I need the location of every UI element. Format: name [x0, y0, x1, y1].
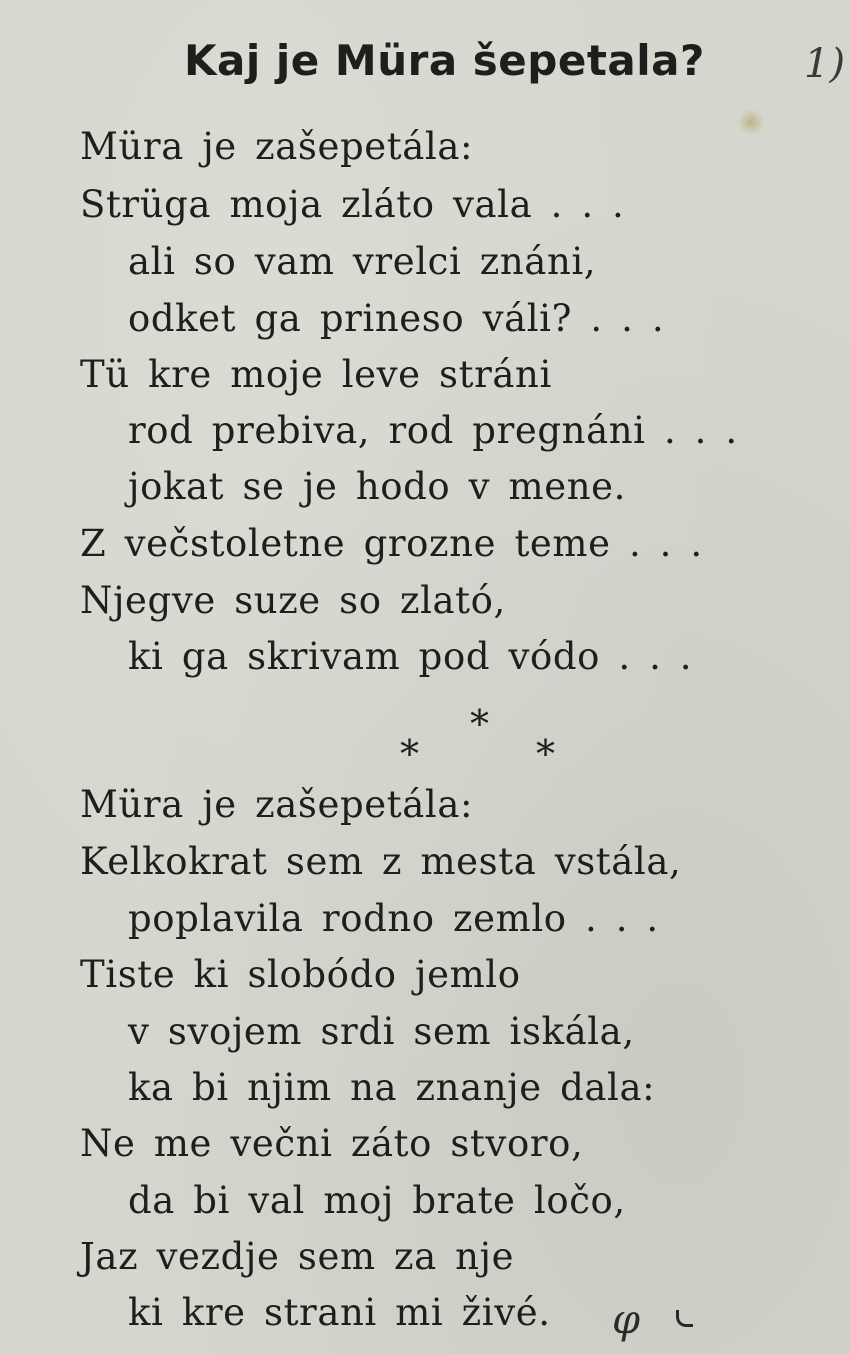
stanza2-line-1: Müra je zašepetála: [80, 783, 474, 826]
stanza1-line-6: rod prebiva, rod pregnáni . . . [128, 409, 738, 452]
stanza2-line-4: Tiste ki slobódo jemlo [80, 953, 521, 996]
stanza1-line-10: ki ga skrivam pod vódo . . . [128, 635, 693, 678]
stanza2-line-9: Jaz vezdje sem za nje [80, 1235, 515, 1278]
paper-stain [738, 108, 764, 136]
handwritten-mark-icon: φ [612, 1297, 641, 1343]
handwritten-stroke-icon [676, 1310, 693, 1327]
stanza1-line-5: Tü kre moje leve stráni [80, 353, 552, 396]
stanza1-line-8: Z večstoletne grozne teme . . . [80, 522, 703, 565]
stanza1-line-9: Njegve suze so zlató, [80, 579, 506, 622]
stanza2-line-7: Ne me večni záto stvoro, [80, 1122, 584, 1165]
stanza2-line-2: Kelkokrat sem z mesta vstála, [80, 840, 682, 883]
divider-asterisk-top: * [470, 702, 489, 746]
divider-asterisk-right: * [536, 732, 555, 776]
stanza2-line-8: da bi val moj brate ločo, [128, 1179, 626, 1222]
stanza1-line-7: jokat se je hodo v mene. [128, 465, 626, 508]
stanza1-line-3: ali so vam vrelci znáni, [128, 240, 597, 283]
stanza1-line-2: Strüga moja zláto vala . . . [80, 183, 625, 226]
stanza2-line-3: poplavila rodno zemlo . . . [128, 897, 659, 940]
poem-title: Kaj je Müra šepetala? [184, 36, 705, 85]
stanza2-line-5: v svojem srdi sem iskála, [128, 1010, 635, 1053]
stanza1-line-4: odket ga prineso váli? . . . [128, 297, 665, 340]
stanza1-line-1: Müra je zašepetála: [80, 125, 474, 168]
divider-asterisk-left: * [400, 732, 419, 776]
stanza2-line-10: ki kre strani mi živé. [128, 1291, 551, 1334]
stanza2-line-6: ka bi njim na znanje dala: [128, 1066, 656, 1109]
footnote-mark: 1) [804, 41, 846, 87]
